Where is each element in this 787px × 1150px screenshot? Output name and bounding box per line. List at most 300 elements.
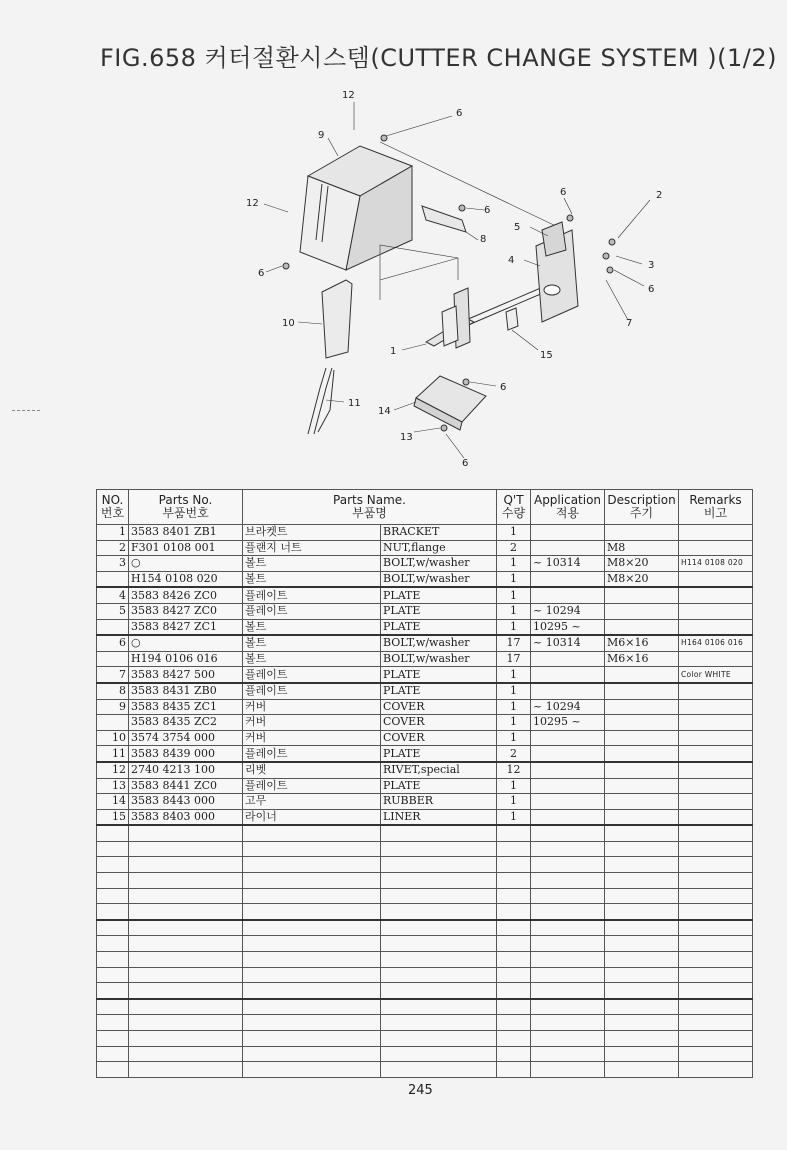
cell-part-number: 3574 3754 000 (129, 730, 243, 746)
empty-cell (97, 920, 129, 936)
empty-cell (129, 999, 243, 1015)
empty-cell (243, 1046, 381, 1062)
callout-10: 10 (282, 318, 295, 329)
cell-name-english: BRACKET (381, 525, 497, 541)
liner-part-15 (506, 308, 518, 330)
empty-cell (129, 952, 243, 968)
cell-quantity: 1 (497, 556, 531, 572)
empty-cell (381, 936, 497, 952)
callout-6-lower: 6 (500, 382, 507, 393)
cell-remarks (679, 746, 753, 762)
cell-part-number: 3583 8401 ZB1 (129, 525, 243, 541)
cell-description (605, 809, 679, 825)
empty-cell (605, 1031, 679, 1047)
callout-2: 2 (656, 190, 663, 201)
empty-cell (97, 873, 129, 889)
empty-cell (243, 1015, 381, 1031)
cell-name-english: PLATE (381, 778, 497, 794)
empty-cell (129, 1046, 243, 1062)
header-remarks: Remarks 비고 (679, 490, 753, 525)
cell-application (531, 540, 605, 556)
empty-cell (531, 967, 605, 983)
empty-cell (243, 825, 381, 841)
cell-name-korean: 볼트 (243, 635, 381, 651)
plate-part-11 (308, 368, 334, 434)
cell-no: 11 (97, 746, 129, 762)
empty-cell (243, 967, 381, 983)
cell-description (605, 715, 679, 731)
table-row (97, 762, 753, 778)
empty-cell (381, 1031, 497, 1047)
empty-cell (243, 920, 381, 936)
empty-cell (605, 952, 679, 968)
empty-cell (531, 1046, 605, 1062)
cell-application (531, 809, 605, 825)
cell-name-korean: 커버 (243, 715, 381, 731)
callout-13: 13 (400, 432, 413, 443)
cell-description (605, 525, 679, 541)
cell-name-korean: 라이너 (243, 809, 381, 825)
empty-cell (497, 1046, 531, 1062)
cell-name-english: BOLT,w/washer (381, 651, 497, 667)
cell-no: 1 (97, 525, 129, 541)
cell-quantity: 1 (497, 794, 531, 810)
empty-cell (129, 936, 243, 952)
empty-table-row (97, 936, 753, 952)
cell-part-number: 3583 8435 ZC1 (129, 699, 243, 715)
cell-name-english: NUT,flange (381, 540, 497, 556)
table-row (97, 540, 753, 556)
header-application: Application 적용 (531, 490, 605, 525)
empty-cell (531, 1015, 605, 1031)
callout-1: 1 (390, 346, 397, 357)
callout-12-top: 12 (342, 90, 355, 101)
empty-cell (97, 983, 129, 999)
cell-application: ~ 10314 (531, 556, 605, 572)
cell-remarks: H164 0106 016 (679, 635, 753, 651)
header-parts-no: Parts No. 부품번호 (129, 490, 243, 525)
cell-quantity: 1 (497, 619, 531, 635)
table-row (97, 635, 753, 651)
exploded-parts-diagram (230, 80, 690, 480)
empty-cell (97, 1031, 129, 1047)
empty-cell (531, 873, 605, 889)
cell-name-korean: 볼트 (243, 619, 381, 635)
cell-remarks (679, 619, 753, 635)
cell-application (531, 746, 605, 762)
cell-application (531, 683, 605, 699)
cell-remarks (679, 525, 753, 541)
cell-description (605, 667, 679, 683)
callout-11: 11 (348, 398, 361, 409)
empty-table-row (97, 1062, 753, 1078)
cell-description (605, 683, 679, 699)
empty-cell (605, 888, 679, 904)
cell-part-number: ○ (129, 556, 243, 572)
cell-name-english: RIVET,special (381, 762, 497, 778)
empty-cell (679, 873, 753, 889)
cell-quantity: 1 (497, 778, 531, 794)
empty-cell (97, 999, 129, 1015)
empty-cell (97, 967, 129, 983)
empty-cell (531, 825, 605, 841)
cell-part-number: 3583 8427 ZC1 (129, 619, 243, 635)
empty-cell (129, 825, 243, 841)
cell-name-english: COVER (381, 715, 497, 731)
cell-part-number: 3583 8427 ZC0 (129, 603, 243, 619)
cell-remarks (679, 683, 753, 699)
empty-cell (679, 904, 753, 920)
cell-remarks: H114 0108 020 (679, 556, 753, 572)
empty-cell (497, 825, 531, 841)
cell-part-number: 3583 8443 000 (129, 794, 243, 810)
empty-cell (381, 888, 497, 904)
cell-quantity: 17 (497, 635, 531, 651)
empty-cell (605, 983, 679, 999)
cell-part-number: 2740 4213 100 (129, 762, 243, 778)
cell-name-korean: 볼트 (243, 571, 381, 587)
cell-name-korean: 커버 (243, 699, 381, 715)
cell-quantity: 1 (497, 683, 531, 699)
empty-cell (531, 999, 605, 1015)
cell-name-korean: 볼트 (243, 651, 381, 667)
cell-quantity: 12 (497, 762, 531, 778)
cell-name-english: PLATE (381, 746, 497, 762)
plate-part-4 (536, 222, 578, 322)
empty-cell (129, 1062, 243, 1078)
cell-quantity: 1 (497, 715, 531, 731)
cell-part-number: 3583 8427 500 (129, 667, 243, 683)
cell-part-number: ○ (129, 635, 243, 651)
cell-remarks (679, 715, 753, 731)
table-row (97, 794, 753, 810)
cell-name-english: BOLT,w/washer (381, 556, 497, 572)
empty-table-row (97, 1015, 753, 1031)
cell-name-english: BOLT,w/washer (381, 635, 497, 651)
empty-cell (381, 841, 497, 857)
empty-cell (97, 1062, 129, 1078)
empty-cell (497, 904, 531, 920)
empty-table-row (97, 904, 753, 920)
table-row (97, 525, 753, 541)
empty-cell (243, 904, 381, 920)
callout-7: 7 (626, 318, 633, 329)
cell-name-english: LINER (381, 809, 497, 825)
cell-name-korean: 브라켓트 (243, 525, 381, 541)
callout-8: 8 (480, 234, 487, 245)
cell-quantity: 1 (497, 809, 531, 825)
table-row (97, 699, 753, 715)
empty-table-row (97, 1046, 753, 1062)
cell-application: ~ 10294 (531, 699, 605, 715)
empty-cell (605, 1015, 679, 1031)
cell-quantity: 17 (497, 651, 531, 667)
callout-6-right-top: 6 (560, 187, 567, 198)
empty-cell (129, 873, 243, 889)
empty-table-row (97, 825, 753, 841)
cell-application (531, 778, 605, 794)
empty-cell (129, 841, 243, 857)
margin-mark (12, 410, 40, 411)
empty-cell (243, 841, 381, 857)
empty-cell (97, 936, 129, 952)
cell-quantity: 1 (497, 667, 531, 683)
page-title: FIG.658 커터절환시스템(CUTTER CHANGE SYSTEM )(1/2) (100, 44, 777, 72)
empty-cell (129, 904, 243, 920)
cell-quantity: 1 (497, 571, 531, 587)
cell-name-korean: 플레이트 (243, 778, 381, 794)
empty-cell (679, 1015, 753, 1031)
empty-cell (97, 1046, 129, 1062)
empty-cell (497, 920, 531, 936)
cell-application: 10295 ~ (531, 715, 605, 731)
empty-cell (497, 999, 531, 1015)
empty-cell (381, 1015, 497, 1031)
empty-cell (497, 1015, 531, 1031)
empty-table-row (97, 857, 753, 873)
empty-cell (531, 983, 605, 999)
empty-table-row (97, 952, 753, 968)
empty-cell (243, 1062, 381, 1078)
empty-cell (97, 841, 129, 857)
empty-cell (129, 1031, 243, 1047)
cell-name-english: PLATE (381, 587, 497, 603)
empty-cell (381, 967, 497, 983)
cell-description: M6×16 (605, 635, 679, 651)
header-qty: Q'T 수량 (497, 490, 531, 525)
empty-cell (679, 999, 753, 1015)
header-no: NO. 번호 (97, 490, 129, 525)
cell-application (531, 794, 605, 810)
empty-cell (497, 1062, 531, 1078)
header-parts-name: Parts Name. 부품명 (243, 490, 497, 525)
cell-description: M8×20 (605, 556, 679, 572)
empty-cell (243, 888, 381, 904)
empty-cell (97, 825, 129, 841)
cell-description (605, 619, 679, 635)
table-row (97, 587, 753, 603)
empty-cell (381, 825, 497, 841)
cell-description (605, 587, 679, 603)
empty-cell (381, 920, 497, 936)
cell-no: 5 (97, 603, 129, 619)
empty-cell (497, 888, 531, 904)
cell-name-english: PLATE (381, 619, 497, 635)
cell-quantity: 1 (497, 699, 531, 715)
cell-remarks (679, 730, 753, 746)
empty-cell (605, 1062, 679, 1078)
empty-cell (497, 857, 531, 873)
cell-name-korean: 볼트 (243, 556, 381, 572)
header-description: Description 주기 (605, 490, 679, 525)
empty-cell (531, 952, 605, 968)
cell-no: 13 (97, 778, 129, 794)
table-header-row (97, 490, 753, 525)
cell-name-korean: 플레이트 (243, 587, 381, 603)
empty-cell (129, 920, 243, 936)
cell-no: 12 (97, 762, 129, 778)
callout-6-bottom: 6 (462, 458, 469, 469)
cell-name-korean: 고무 (243, 794, 381, 810)
cell-quantity: 1 (497, 603, 531, 619)
cell-application (531, 571, 605, 587)
cell-part-number: 3583 8403 000 (129, 809, 243, 825)
empty-cell (129, 983, 243, 999)
cell-no (97, 619, 129, 635)
empty-cell (679, 1046, 753, 1062)
cell-name-english: PLATE (381, 683, 497, 699)
empty-cell (531, 1031, 605, 1047)
empty-cell (605, 999, 679, 1015)
cell-application (531, 651, 605, 667)
empty-cell (679, 920, 753, 936)
empty-cell (605, 1046, 679, 1062)
cell-description (605, 730, 679, 746)
table-row (97, 556, 753, 572)
cell-no: 8 (97, 683, 129, 699)
empty-cell (243, 999, 381, 1015)
cell-description (605, 794, 679, 810)
callout-4: 4 (508, 255, 515, 266)
empty-cell (243, 873, 381, 889)
empty-cell (381, 983, 497, 999)
parts-list-table (96, 489, 753, 1078)
empty-table-row (97, 873, 753, 889)
cell-description (605, 603, 679, 619)
cell-part-number: 3583 8431 ZB0 (129, 683, 243, 699)
callout-12-left: 12 (246, 198, 259, 209)
cell-quantity: 2 (497, 540, 531, 556)
empty-cell (381, 857, 497, 873)
empty-cell (243, 983, 381, 999)
table-row (97, 603, 753, 619)
cell-name-english: RUBBER (381, 794, 497, 810)
empty-cell (679, 888, 753, 904)
empty-cell (381, 999, 497, 1015)
callout-15: 15 (540, 350, 553, 361)
cell-name-english: COVER (381, 699, 497, 715)
table-row (97, 746, 753, 762)
cell-no: 4 (97, 587, 129, 603)
empty-table-row (97, 983, 753, 999)
table-row (97, 651, 753, 667)
empty-cell (497, 936, 531, 952)
empty-cell (679, 1062, 753, 1078)
callout-5: 5 (514, 222, 521, 233)
cell-description: M8 (605, 540, 679, 556)
cell-remarks (679, 603, 753, 619)
empty-table-row (97, 999, 753, 1015)
table-row (97, 683, 753, 699)
cell-part-number: H194 0106 016 (129, 651, 243, 667)
cell-no: 6 (97, 635, 129, 651)
cell-part-number: H154 0108 020 (129, 571, 243, 587)
empty-cell (679, 952, 753, 968)
plate-part-10 (322, 280, 352, 358)
cell-no (97, 651, 129, 667)
cell-quantity: 1 (497, 525, 531, 541)
cell-no: 10 (97, 730, 129, 746)
cell-name-english: PLATE (381, 667, 497, 683)
empty-cell (605, 967, 679, 983)
cell-application: ~ 10314 (531, 635, 605, 651)
cell-remarks (679, 778, 753, 794)
empty-cell (679, 857, 753, 873)
cell-no (97, 571, 129, 587)
empty-cell (679, 825, 753, 841)
cell-no: 2 (97, 540, 129, 556)
empty-cell (605, 825, 679, 841)
callout-9: 9 (318, 130, 325, 141)
empty-cell (531, 857, 605, 873)
cover-part-9 (300, 146, 412, 270)
parts-table-body (97, 525, 753, 1078)
empty-cell (97, 952, 129, 968)
empty-cell (97, 1015, 129, 1031)
table-row (97, 778, 753, 794)
cell-remarks (679, 762, 753, 778)
cell-description (605, 746, 679, 762)
empty-cell (97, 888, 129, 904)
empty-cell (243, 1031, 381, 1047)
cell-name-korean: 커버 (243, 730, 381, 746)
cell-remarks (679, 809, 753, 825)
empty-cell (243, 936, 381, 952)
empty-cell (381, 904, 497, 920)
table-row (97, 715, 753, 731)
cell-remarks: Color WHITE (679, 667, 753, 683)
empty-cell (605, 857, 679, 873)
empty-cell (497, 983, 531, 999)
cell-description (605, 778, 679, 794)
cell-name-english: BOLT,w/washer (381, 571, 497, 587)
cell-name-korean: 플레이트 (243, 667, 381, 683)
callout-14: 14 (378, 406, 391, 417)
cell-application (531, 730, 605, 746)
empty-cell (605, 904, 679, 920)
cell-name-korean: 플랜지 너트 (243, 540, 381, 556)
empty-cell (531, 936, 605, 952)
cell-application (531, 762, 605, 778)
empty-cell (679, 1031, 753, 1047)
cell-remarks (679, 587, 753, 603)
empty-cell (497, 952, 531, 968)
cell-application: 10295 ~ (531, 619, 605, 635)
cell-no: 9 (97, 699, 129, 715)
cell-application (531, 587, 605, 603)
empty-cell (605, 841, 679, 857)
callout-6-left: 6 (258, 268, 265, 279)
cell-description (605, 762, 679, 778)
cell-description: M8×20 (605, 571, 679, 587)
empty-cell (497, 873, 531, 889)
cell-application: ~ 10294 (531, 603, 605, 619)
cell-application (531, 667, 605, 683)
cell-name-english: PLATE (381, 603, 497, 619)
empty-cell (679, 983, 753, 999)
cell-no: 15 (97, 809, 129, 825)
callout-6-top: 6 (456, 108, 463, 119)
cell-no: 7 (97, 667, 129, 683)
empty-cell (381, 952, 497, 968)
cell-part-number: 3583 8426 ZC0 (129, 587, 243, 603)
empty-cell (381, 873, 497, 889)
empty-cell (243, 857, 381, 873)
cell-quantity: 1 (497, 587, 531, 603)
empty-cell (605, 936, 679, 952)
empty-cell (605, 920, 679, 936)
empty-cell (129, 888, 243, 904)
